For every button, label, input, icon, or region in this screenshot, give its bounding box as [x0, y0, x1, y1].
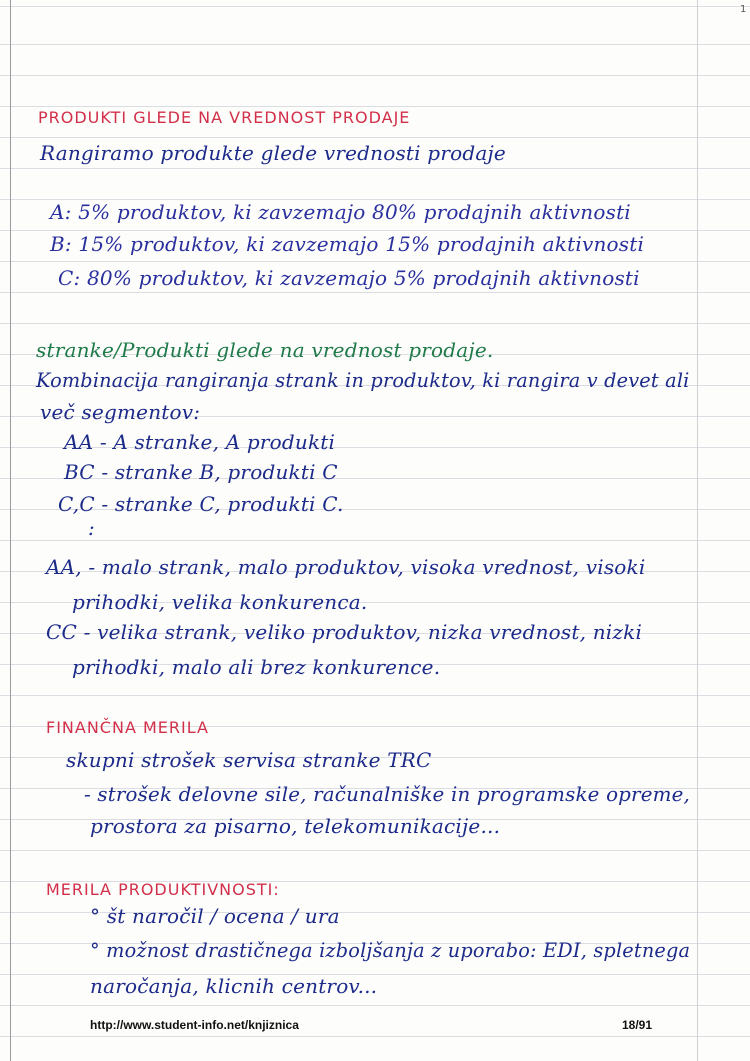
text-kombinacija-2: več segmentov:	[40, 400, 201, 424]
footer-url: http://www.student-info.net/knjiznica	[90, 1018, 299, 1032]
text-strosek-1: - strošek delovne sile, računalniške in programske opreme,	[84, 782, 691, 806]
text-bc-def: BC - stranke B, produkti C	[64, 460, 338, 484]
text-dots: :	[88, 516, 95, 540]
text-aa-desc-2: prihodki, velika konkurenca.	[72, 590, 368, 614]
text-cc-def: C,C - stranke C, produkti C.	[58, 492, 344, 516]
text-b-line: B: 15% produktov, ki zavzemajo 15% prodajnih aktivnosti	[50, 232, 645, 256]
text-moznost-2: naročanja, klicnih centrov...	[90, 974, 378, 998]
text-a-line: A: 5% produktov, ki zavzemajo 80% prodajnih aktivnosti	[50, 200, 631, 224]
text-cc-desc-2: prihodki, malo ali brez konkurence.	[72, 655, 441, 679]
corner-mark: 1	[740, 4, 747, 15]
heading-merila-produktivnosti: MERILA PRODUKTIVNOSTI:	[46, 880, 280, 899]
text-st-narocil: ° št naročil / ocena / ura	[90, 904, 340, 928]
right-margin-line	[697, 0, 698, 1061]
text-skupni: skupni strošek servisa stranke TRC	[66, 748, 432, 772]
heading-financna-merila: FINANČNA MERILA	[46, 718, 209, 737]
text-kombinacija-1: Kombinacija rangiranja strank in produktov, ki rangira v devet ali	[36, 368, 690, 392]
text-aa-def: AA - A stranke, A produkti	[64, 430, 336, 454]
left-margin-line	[10, 0, 11, 1061]
text-moznost-1: ° možnost drastičnega izboljšanja z uporabo: EDI, spletnega	[90, 938, 691, 962]
text-c-line: C: 80% produktov, ki zavzemajo 5% prodajnih aktivnosti	[58, 266, 640, 290]
heading-stranke: stranke/Produkti glede na vrednost prodaje.	[36, 338, 494, 362]
text-cc-desc-1: CC - velika strank, veliko produktov, nizka vrednost, nizki	[46, 620, 643, 644]
heading-produkti: PRODUKTI GLEDE NA VREDNOST PRODAJE	[38, 108, 411, 127]
footer-page-number: 18/91	[622, 1018, 653, 1032]
text-strosek-2: prostora za pisarno, telekomunikacije...	[90, 814, 501, 838]
text-aa-desc-1: AA, - malo strank, malo produktov, visoka vrednost, visoki	[46, 555, 646, 579]
text-rangiramo: Rangiramo produkte glede vrednosti prodaje	[40, 141, 506, 165]
